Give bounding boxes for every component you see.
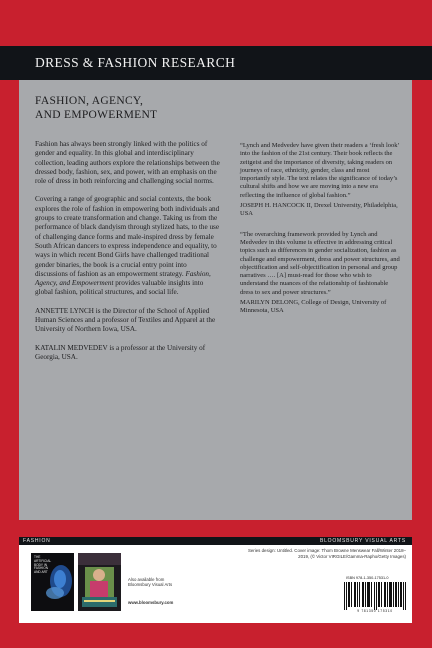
barcode-digits: 9 781350 175310: [357, 609, 393, 613]
related-book-thumbnail-2: [78, 553, 121, 611]
series-title: DRESS & FASHION RESEARCH: [35, 55, 236, 70]
barcode-icon: [343, 582, 407, 610]
author-bio-medvedev: KATALIN MEDVEDEV is a professor at the University of Georgia, USA.: [35, 343, 206, 361]
book-title: [35, 94, 285, 122]
publisher-label: BLOOMSBURY VISUAL ARTS: [319, 538, 406, 544]
related-book-thumbnail-1: [31, 553, 74, 611]
blurb-p2-text-b: provides valuable insights into global fashion, political structures, and social life.: [35, 279, 204, 297]
thumbnail-1-title: THE ARTIFICIAL BODY IN FASHION AND ART: [34, 555, 52, 575]
blurb-column: [35, 140, 221, 371]
author-bio-lynch: ANNETTE LYNCH is the Director of the School of Applied Human Sciences and a professor of Textiles and Apparel at the University of Northern Iowa, USA.: [35, 306, 216, 334]
review-attribution-2: MARILYN DELONG, College of Design, University of Minnesota, USA: [240, 299, 387, 315]
blurb-p2-book-title: Fashion, Agency, and Empowerment: [35, 269, 211, 288]
book-title-line-2: AND EMPOWERMENT: [35, 109, 158, 121]
review-quote-1: “Lynch and Medvedev have given their readers a ‘fresh look’ into the fashion of the 21st century. Their book reflects the zeitgeist and the importance of diversity, taking readers on journeys of race, ethnicity, gender, class and most importantly style. The text relates the significance of today’s cultural shifts and how we are moving into a new era reflecting the influence of global fashion.”: [240, 142, 400, 199]
category-label: FASHION: [23, 538, 51, 544]
blurb-paragraph-1: Fashion has always been strongly linked with the politics of gender and equality. In this global and interdisciplinary collection, leading authors explore the relationships between the dressed body, fashion, sex, and power, with an emphasis on the role of dress in both reinforcing and challenging social norms.: [35, 140, 220, 186]
book-title-line-1: FASHION, AGENCY,: [35, 95, 144, 107]
also-available-text: Also available from Bloomsbury Visual Arts: [128, 577, 173, 588]
footer-band: [19, 537, 412, 545]
publisher-website: www.bloomsbury.com: [128, 600, 174, 605]
reviews-column: [240, 142, 400, 328]
blurb-p2-text-a: Covering a range of geographic and social contexts, the book explores the role of fashion in empowering both individuals and groups to create transformation and change. Taking us from the performance of black dandyism through stylized hats, to the use of challenging dance forms and male-inspired dress by female South African dancers to express independence and equality, to ways in which recent Bond Girls have challenged traditional gender binaries, the book is a crucial entry point into discussions of fashion as an empowerment strategy.: [35, 195, 220, 278]
cover-credits: Series design: Untitled. Cover image: Thom Browne Menswear Fall/Winter 2018–2019, (© Victor VIRGILE/Gamma-Rapho/Getty Images): [247, 548, 406, 559]
red-strip: [0, 520, 432, 536]
thumbnail-2-art-icon: [78, 553, 121, 611]
isbn-text: ISBN 978-1-350-17531-0: [346, 576, 389, 580]
review-quote-2: “The overarching framework provided by Lynch and Medvedev in this volume is effective in addressing critical topics such as differences in gender socialization, fashion as challenge and empowerment, dress and power structures, and objectification and self-objectification in personal and group narratives …. [A] must-read for those who wish to understand the nuances of the relationship of fashionable dress to sex and power structures.”: [240, 230, 400, 296]
review-attribution-1: JOSEPH H. HANCOCK II, Drexel University, Philadelphia, USA: [240, 202, 398, 218]
series-band: [0, 46, 432, 80]
blurb-paragraph-2: [35, 195, 221, 297]
